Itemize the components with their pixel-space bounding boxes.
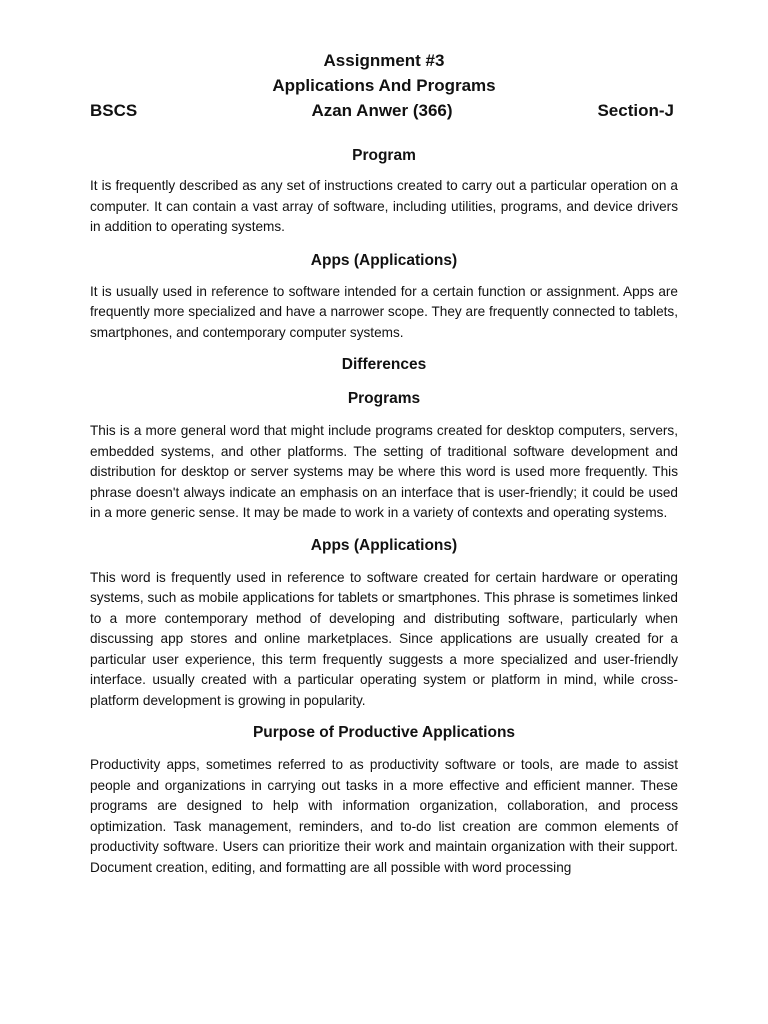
apps-heading: Apps (Applications) [310, 251, 458, 269]
purpose-paragraph: Productivity apps, sometimes referred to as productivity software or tools, are made to assist people and organizations in carrying out tasks in a more effective and efficient manner. These programs are designed to help with information organization, collaboration, and process optimization. Task management, reminders, and to-do list creation are common elements of productivity software. Users can prioritize their work and maintain organization with their support. Document creation, editing, and formatting are all possible with word processing [90, 757, 678, 875]
apps-differences-paragraph: This word is frequently used in reference to software created for certain hardware or operating systems, such as mobile applications for tablets or smartphones. This phrase is sometimes linked to a more contemporary method of developing and distributing software, particularly when discussing app stores and online marketplaces. Since applications are usually created for a particular user experience, this term frequently suggests a more specialized and user-friendly interface. usually created with a particular operating system or platform in mind, while cross-platform development is growing in popularity. [90, 569, 678, 708]
apps-paragraph: It is usually used in reference to software intended for a certain function or assignment. Apps are frequently more specialized and have a narrower scope. They are frequently connected to tablets, smartphones, and contemporary computer systems. [90, 283, 678, 340]
section-label: Section-J [597, 101, 674, 120]
document-subject: Applications And Programs [272, 76, 496, 95]
purpose-heading: Purpose of Productive Applications [252, 724, 516, 741]
author-info-row [90, 98, 678, 124]
degree-program: BSCS [90, 101, 138, 120]
assignment-title: Assignment #3 [323, 51, 445, 70]
student-name: Azan Anwer (366) [311, 101, 453, 120]
programs-paragraph: This is a more general word that might include programs created for desktop computers, servers, embedded systems, and other platforms. The setting of traditional software development and distribution for desktop or server systems may be where this word is used more frequently. This phrase doesn't always indicate an emphasis on an interface that is user-friendly; it could be used in a more generic sense. It may be made to work in a variety of contexts and operating systems. [90, 423, 678, 520]
apps-subheading: Apps (Applications) [310, 536, 458, 554]
programs-subheading: Programs [347, 390, 421, 407]
differences-heading: Differences [341, 356, 427, 373]
program-heading: Program [352, 147, 416, 164]
program-paragraph: It is frequently described as any set of instructions created to carry out a particular operation on a computer. It can contain a vast array of software, including utilities, programs, and device drivers in addition to operating systems. [90, 178, 678, 234]
